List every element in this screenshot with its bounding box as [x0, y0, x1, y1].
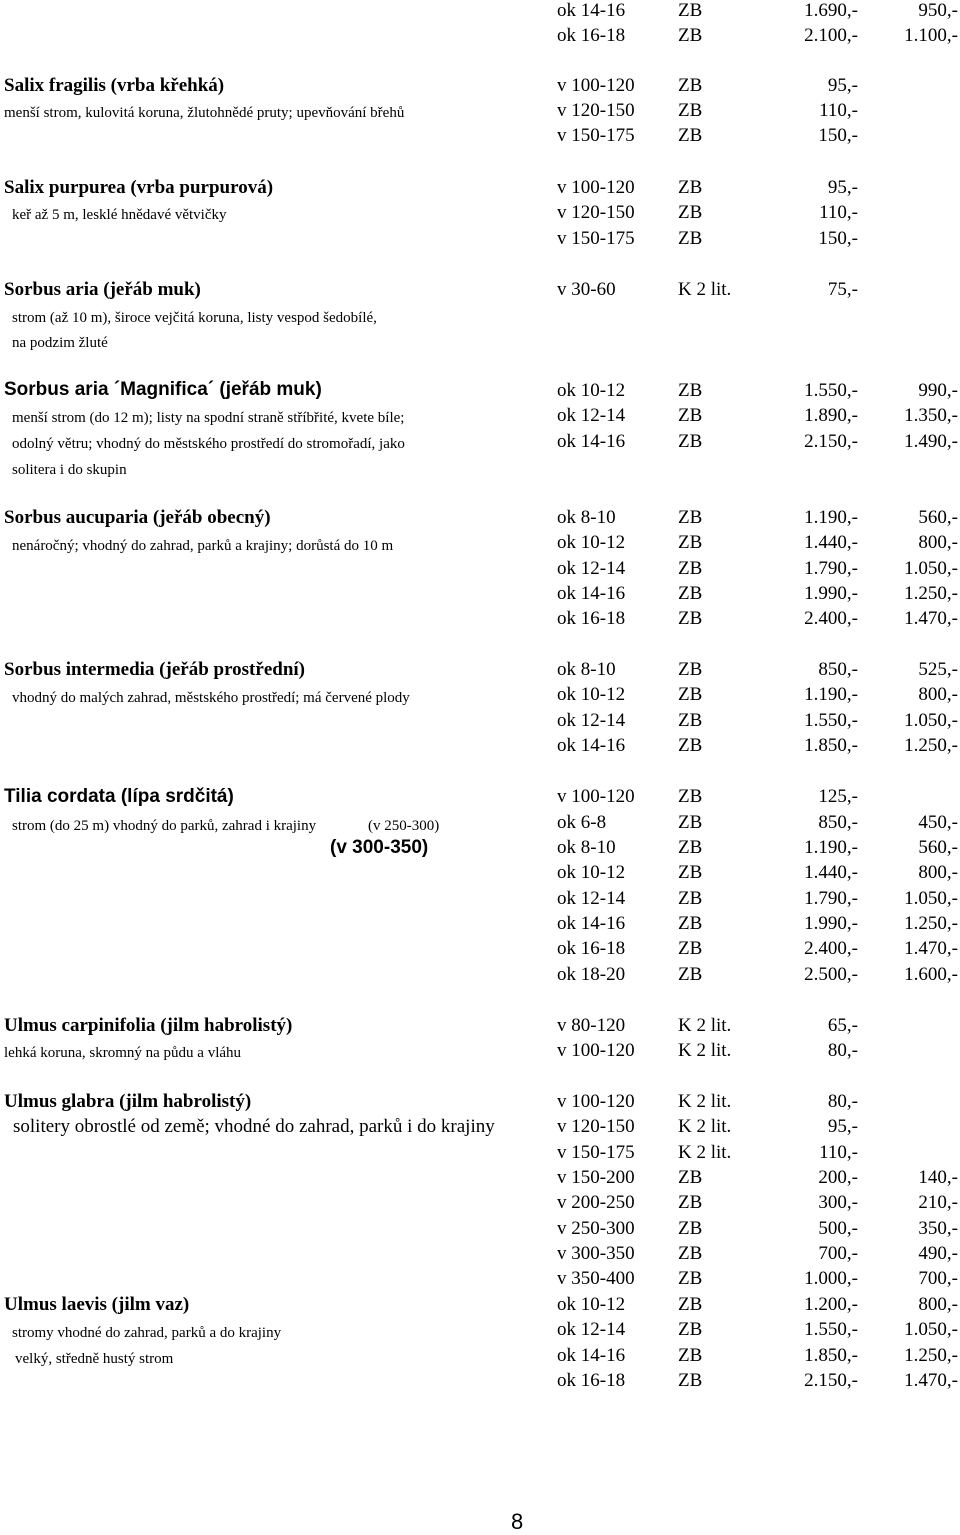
price-cell: 850,- — [818, 659, 858, 680]
price-cell: 1.600,- — [904, 964, 958, 985]
size-cell: ok 12-14 — [557, 888, 626, 909]
type-cell: ZB — [678, 1243, 703, 1264]
price-row — [0, 837, 960, 862]
type-cell: ZB — [678, 735, 703, 756]
size-cell: v 350-400 — [557, 1268, 635, 1289]
size-cell: v 100-120 — [557, 75, 635, 96]
species-name: Ulmus carpinifolia (jilm habrolistý) — [4, 1015, 293, 1036]
size-cell: v 120-150 — [557, 100, 635, 121]
type-cell: ZB — [678, 380, 703, 401]
type-cell: K 2 lit. — [678, 1142, 732, 1163]
price-cell: 450,- — [918, 812, 958, 833]
price-cell: 1.050,- — [904, 558, 958, 579]
type-cell: K 2 lit. — [678, 1091, 732, 1112]
price-cell: 1.000,- — [804, 1268, 858, 1289]
size-cell: ok 10-12 — [557, 684, 626, 705]
type-cell: K 2 lit. — [678, 279, 732, 300]
price-cell: 2.400,- — [804, 938, 858, 959]
price-row — [0, 659, 960, 684]
price-cell: 800,- — [918, 1294, 958, 1315]
price-row — [0, 812, 960, 837]
size-cell: ok 12-14 — [557, 710, 626, 731]
type-cell: ZB — [678, 1167, 703, 1188]
price-row — [0, 75, 960, 100]
price-cell: 1.250,- — [904, 1345, 958, 1366]
type-cell: ZB — [678, 812, 703, 833]
species-description: lehká koruna, skromný na půdu a vláhu — [4, 1045, 242, 1061]
price-row — [0, 279, 960, 304]
price-row — [0, 1091, 960, 1116]
price-row — [0, 507, 960, 532]
type-cell: ZB — [678, 1319, 703, 1340]
price-cell: 1.490,- — [904, 431, 958, 452]
price-cell: 850,- — [818, 812, 858, 833]
type-cell: ZB — [678, 608, 703, 629]
size-cell: ok 14-16 — [557, 735, 626, 756]
size-cell: ok 18-20 — [557, 964, 626, 985]
price-cell: 560,- — [918, 507, 958, 528]
price-row — [0, 1294, 960, 1319]
type-cell: ZB — [678, 25, 703, 46]
price-cell: 560,- — [918, 837, 958, 858]
price-cell: 350,- — [918, 1218, 958, 1239]
type-cell: ZB — [678, 913, 703, 934]
price-row — [0, 532, 960, 557]
price-cell: 65,- — [827, 1015, 858, 1036]
price-cell: 1.440,- — [804, 532, 858, 553]
price-row — [0, 228, 960, 253]
species-description: strom (do 25 m) vhodný do parků, zahrad i krajiny — [12, 818, 317, 834]
price-cell: 1.050,- — [904, 1319, 958, 1340]
price-cell: 2.500,- — [804, 964, 858, 985]
size-cell: v 100-120 — [557, 1091, 635, 1112]
price-cell: 800,- — [918, 532, 958, 553]
price-cell: 1.850,- — [804, 735, 858, 756]
type-cell: ZB — [678, 837, 703, 858]
size-cell: ok 12-14 — [557, 1319, 626, 1340]
type-cell: ZB — [678, 177, 703, 198]
type-cell: ZB — [678, 1294, 703, 1315]
size-cell: v 100-120 — [557, 1040, 635, 1061]
price-row — [0, 1370, 960, 1395]
species-description: na podzim žluté — [12, 335, 108, 351]
price-cell: 1.990,- — [804, 913, 858, 934]
type-cell: ZB — [678, 0, 703, 21]
price-cell: 75,- — [827, 279, 858, 300]
price-row — [0, 1319, 960, 1344]
page-number: 8 — [511, 1509, 524, 1534]
size-cell: ok 10-12 — [557, 380, 626, 401]
price-row — [0, 938, 960, 963]
species-name: Ulmus laevis (jilm vaz) — [4, 1294, 190, 1315]
price-cell: 1.550,- — [804, 380, 858, 401]
type-cell: K 2 lit. — [678, 1015, 732, 1036]
price-row — [0, 1268, 960, 1293]
price-cell: 2.150,- — [804, 1370, 858, 1391]
size-cell: ok 10-12 — [557, 1294, 626, 1315]
type-cell: ZB — [678, 888, 703, 909]
type-cell: ZB — [678, 1345, 703, 1366]
price-cell: 200,- — [818, 1167, 858, 1188]
price-cell: 1.250,- — [904, 913, 958, 934]
type-cell: ZB — [678, 786, 703, 807]
price-cell: 500,- — [818, 1218, 858, 1239]
price-row — [0, 964, 960, 989]
price-cell: 950,- — [918, 0, 958, 21]
price-cell: 700,- — [818, 1243, 858, 1264]
price-cell: 150,- — [818, 228, 858, 249]
price-row — [0, 558, 960, 583]
price-cell: 525,- — [918, 659, 958, 680]
size-cell: ok 6-8 — [557, 812, 607, 833]
type-cell: ZB — [678, 659, 703, 680]
species-name: Sorbus aria ´Magnifica´ (jeřáb muk) — [4, 379, 322, 400]
type-cell: ZB — [678, 583, 703, 604]
price-cell: 1.050,- — [904, 710, 958, 731]
size-cell: ok 12-14 — [557, 558, 626, 579]
species-name: Tilia cordata (lípa srdčitá) — [4, 786, 234, 807]
price-row — [0, 1345, 960, 1370]
size-cell: v 150-175 — [557, 125, 635, 146]
size-cell: v 150-200 — [557, 1167, 635, 1188]
species-description: solitery obrostlé od země; vhodné do zahrad, parků i do krajiny — [13, 1116, 495, 1137]
species-description: menší strom (do 12 m); listy na spodní straně stříbřité, kvete bíle; — [12, 410, 405, 426]
price-cell: 1.100,- — [904, 25, 958, 46]
price-cell: 1.190,- — [804, 837, 858, 858]
price-row — [0, 710, 960, 735]
price-cell: 490,- — [918, 1243, 958, 1264]
species-description: odolný větru; vhodný do městského prostředí do stromořadí, jako — [12, 436, 405, 452]
price-cell: 1.850,- — [804, 1345, 858, 1366]
price-cell: 1.190,- — [804, 507, 858, 528]
size-cell: v 30-60 — [557, 279, 616, 300]
type-cell: ZB — [678, 862, 703, 883]
price-row — [0, 177, 960, 202]
type-cell: K 2 lit. — [678, 1040, 732, 1061]
price-row — [0, 1015, 960, 1040]
size-cell: v 120-150 — [557, 1116, 635, 1137]
price-cell: 1.050,- — [904, 888, 958, 909]
size-cell: ok 14-16 — [557, 0, 626, 21]
price-cell: 150,- — [818, 125, 858, 146]
type-cell: ZB — [678, 1192, 703, 1213]
price-row — [0, 684, 960, 709]
price-cell: 1.890,- — [804, 405, 858, 426]
size-cell: ok 8-10 — [557, 659, 616, 680]
price-cell: 1.790,- — [804, 558, 858, 579]
type-cell: ZB — [678, 228, 703, 249]
price-row — [0, 1218, 960, 1243]
price-row — [0, 380, 960, 405]
type-cell: ZB — [678, 100, 703, 121]
price-cell: 2.400,- — [804, 608, 858, 629]
type-cell: K 2 lit. — [678, 1116, 732, 1137]
size-cell: v 150-175 — [557, 228, 635, 249]
type-cell: ZB — [678, 1370, 703, 1391]
price-cell: 95,- — [827, 1116, 858, 1137]
price-row — [0, 735, 960, 760]
type-cell: ZB — [678, 1268, 703, 1289]
price-cell: 1.250,- — [904, 735, 958, 756]
size-cell: ok 8-10 — [557, 507, 616, 528]
size-cell: v 300-350 — [557, 1243, 635, 1264]
size-cell: v 80-120 — [557, 1015, 626, 1036]
price-row — [0, 100, 960, 125]
price-cell: 80,- — [827, 1040, 858, 1061]
type-cell: ZB — [678, 710, 703, 731]
size-cell: ok 14-16 — [557, 1345, 626, 1366]
price-cell: 140,- — [918, 1167, 958, 1188]
price-row — [0, 1116, 960, 1141]
price-cell: 1.440,- — [804, 862, 858, 883]
price-row — [0, 862, 960, 887]
type-cell: ZB — [678, 684, 703, 705]
price-cell: 800,- — [918, 862, 958, 883]
price-cell: 1.470,- — [904, 608, 958, 629]
type-cell: ZB — [678, 431, 703, 452]
species-description: nenáročný; vhodný do zahrad, parků a krajiny; dorůstá do 10 m — [12, 538, 394, 554]
price-row — [0, 431, 960, 456]
size-cell: ok 16-18 — [557, 25, 626, 46]
price-cell: 2.150,- — [804, 431, 858, 452]
price-row — [0, 888, 960, 913]
price-cell: 1.990,- — [804, 583, 858, 604]
type-cell: ZB — [678, 125, 703, 146]
type-cell: ZB — [678, 964, 703, 985]
species-description: strom (až 10 m), široce vejčitá koruna, listy vespod šedobílé, — [12, 310, 377, 326]
size-cell: v 200-250 — [557, 1192, 635, 1213]
size-cell: ok 16-18 — [557, 938, 626, 959]
type-cell: ZB — [678, 202, 703, 223]
size-cell: v 120-150 — [557, 202, 635, 223]
price-cell: 125,- — [818, 786, 858, 807]
price-row — [0, 1040, 960, 1065]
size-cell: ok 14-16 — [557, 913, 626, 934]
size-cell: ok 8-10 — [557, 837, 616, 858]
price-row — [0, 1167, 960, 1192]
price-row — [0, 405, 960, 430]
species-name: Salix purpurea (vrba purpurová) — [4, 177, 274, 198]
height-note-bold: (v 300-350) — [330, 837, 429, 858]
price-cell: 95,- — [827, 75, 858, 96]
type-cell: ZB — [678, 558, 703, 579]
price-cell: 1.190,- — [804, 684, 858, 705]
price-cell: 1.200,- — [804, 1294, 858, 1315]
type-cell: ZB — [678, 532, 703, 553]
type-cell: ZB — [678, 1218, 703, 1239]
size-cell: ok 12-14 — [557, 405, 626, 426]
price-cell: 1.790,- — [804, 888, 858, 909]
height-note: (v 250-300) — [368, 818, 440, 834]
species-name: Salix fragilis (vrba křehká) — [4, 75, 225, 96]
price-row — [0, 25, 960, 50]
price-cell: 210,- — [918, 1192, 958, 1213]
size-cell: ok 14-16 — [557, 583, 626, 604]
size-cell: v 250-300 — [557, 1218, 635, 1239]
size-cell: ok 16-18 — [557, 608, 626, 629]
price-cell: 300,- — [818, 1192, 858, 1213]
price-cell: 110,- — [819, 1142, 858, 1163]
type-cell: ZB — [678, 938, 703, 959]
species-name: Ulmus glabra (jilm habrolistý) — [4, 1091, 252, 1112]
price-cell: 700,- — [918, 1268, 958, 1289]
price-row — [0, 125, 960, 150]
price-row — [0, 1192, 960, 1217]
price-row — [0, 583, 960, 608]
type-cell: ZB — [678, 507, 703, 528]
type-cell: ZB — [678, 405, 703, 426]
size-cell: v 100-120 — [557, 177, 635, 198]
price-row — [0, 786, 960, 811]
size-cell: ok 10-12 — [557, 532, 626, 553]
price-row — [0, 202, 960, 227]
price-cell: 800,- — [918, 684, 958, 705]
size-cell: ok 10-12 — [557, 862, 626, 883]
size-cell: ok 16-18 — [557, 1370, 626, 1391]
price-cell: 80,- — [827, 1091, 858, 1112]
species-name: Sorbus aria (jeřáb muk) — [4, 279, 201, 300]
price-row — [0, 1243, 960, 1268]
price-cell: 1.350,- — [904, 405, 958, 426]
price-cell: 1.550,- — [804, 1319, 858, 1340]
species-name: Sorbus aucuparia (jeřáb obecný) — [4, 507, 271, 528]
size-cell: v 100-120 — [557, 786, 635, 807]
price-cell: 110,- — [819, 202, 858, 223]
price-cell: 95,- — [827, 177, 858, 198]
species-description: keř až 5 m, lesklé hnědavé větvičky — [12, 207, 227, 223]
species-description: stromy vhodné do zahrad, parků a do krajiny — [12, 1325, 282, 1341]
price-cell: 1.550,- — [804, 710, 858, 731]
price-row — [0, 913, 960, 938]
price-cell: 110,- — [819, 100, 858, 121]
species-name: Sorbus intermedia (jeřáb prostřední) — [4, 659, 305, 680]
price-row — [0, 1142, 960, 1167]
size-cell: ok 14-16 — [557, 431, 626, 452]
price-cell: 1.250,- — [904, 583, 958, 604]
type-cell: ZB — [678, 75, 703, 96]
price-row — [0, 0, 960, 25]
price-cell: 1.690,- — [804, 0, 858, 21]
price-cell: 1.470,- — [904, 938, 958, 959]
price-cell: 2.100,- — [804, 25, 858, 46]
size-cell: v 150-175 — [557, 1142, 635, 1163]
price-row — [0, 608, 960, 633]
price-cell: 1.470,- — [904, 1370, 958, 1391]
species-description: menší strom, kulovitá koruna, žlutohnědé pruty; upevňování břehů — [4, 105, 405, 121]
species-description: solitera i do skupin — [12, 462, 127, 478]
species-description: velký, středně hustý strom — [15, 1351, 174, 1367]
species-description: vhodný do malých zahrad, městského prostředí; má červené plody — [12, 690, 410, 706]
price-cell: 990,- — [918, 380, 958, 401]
